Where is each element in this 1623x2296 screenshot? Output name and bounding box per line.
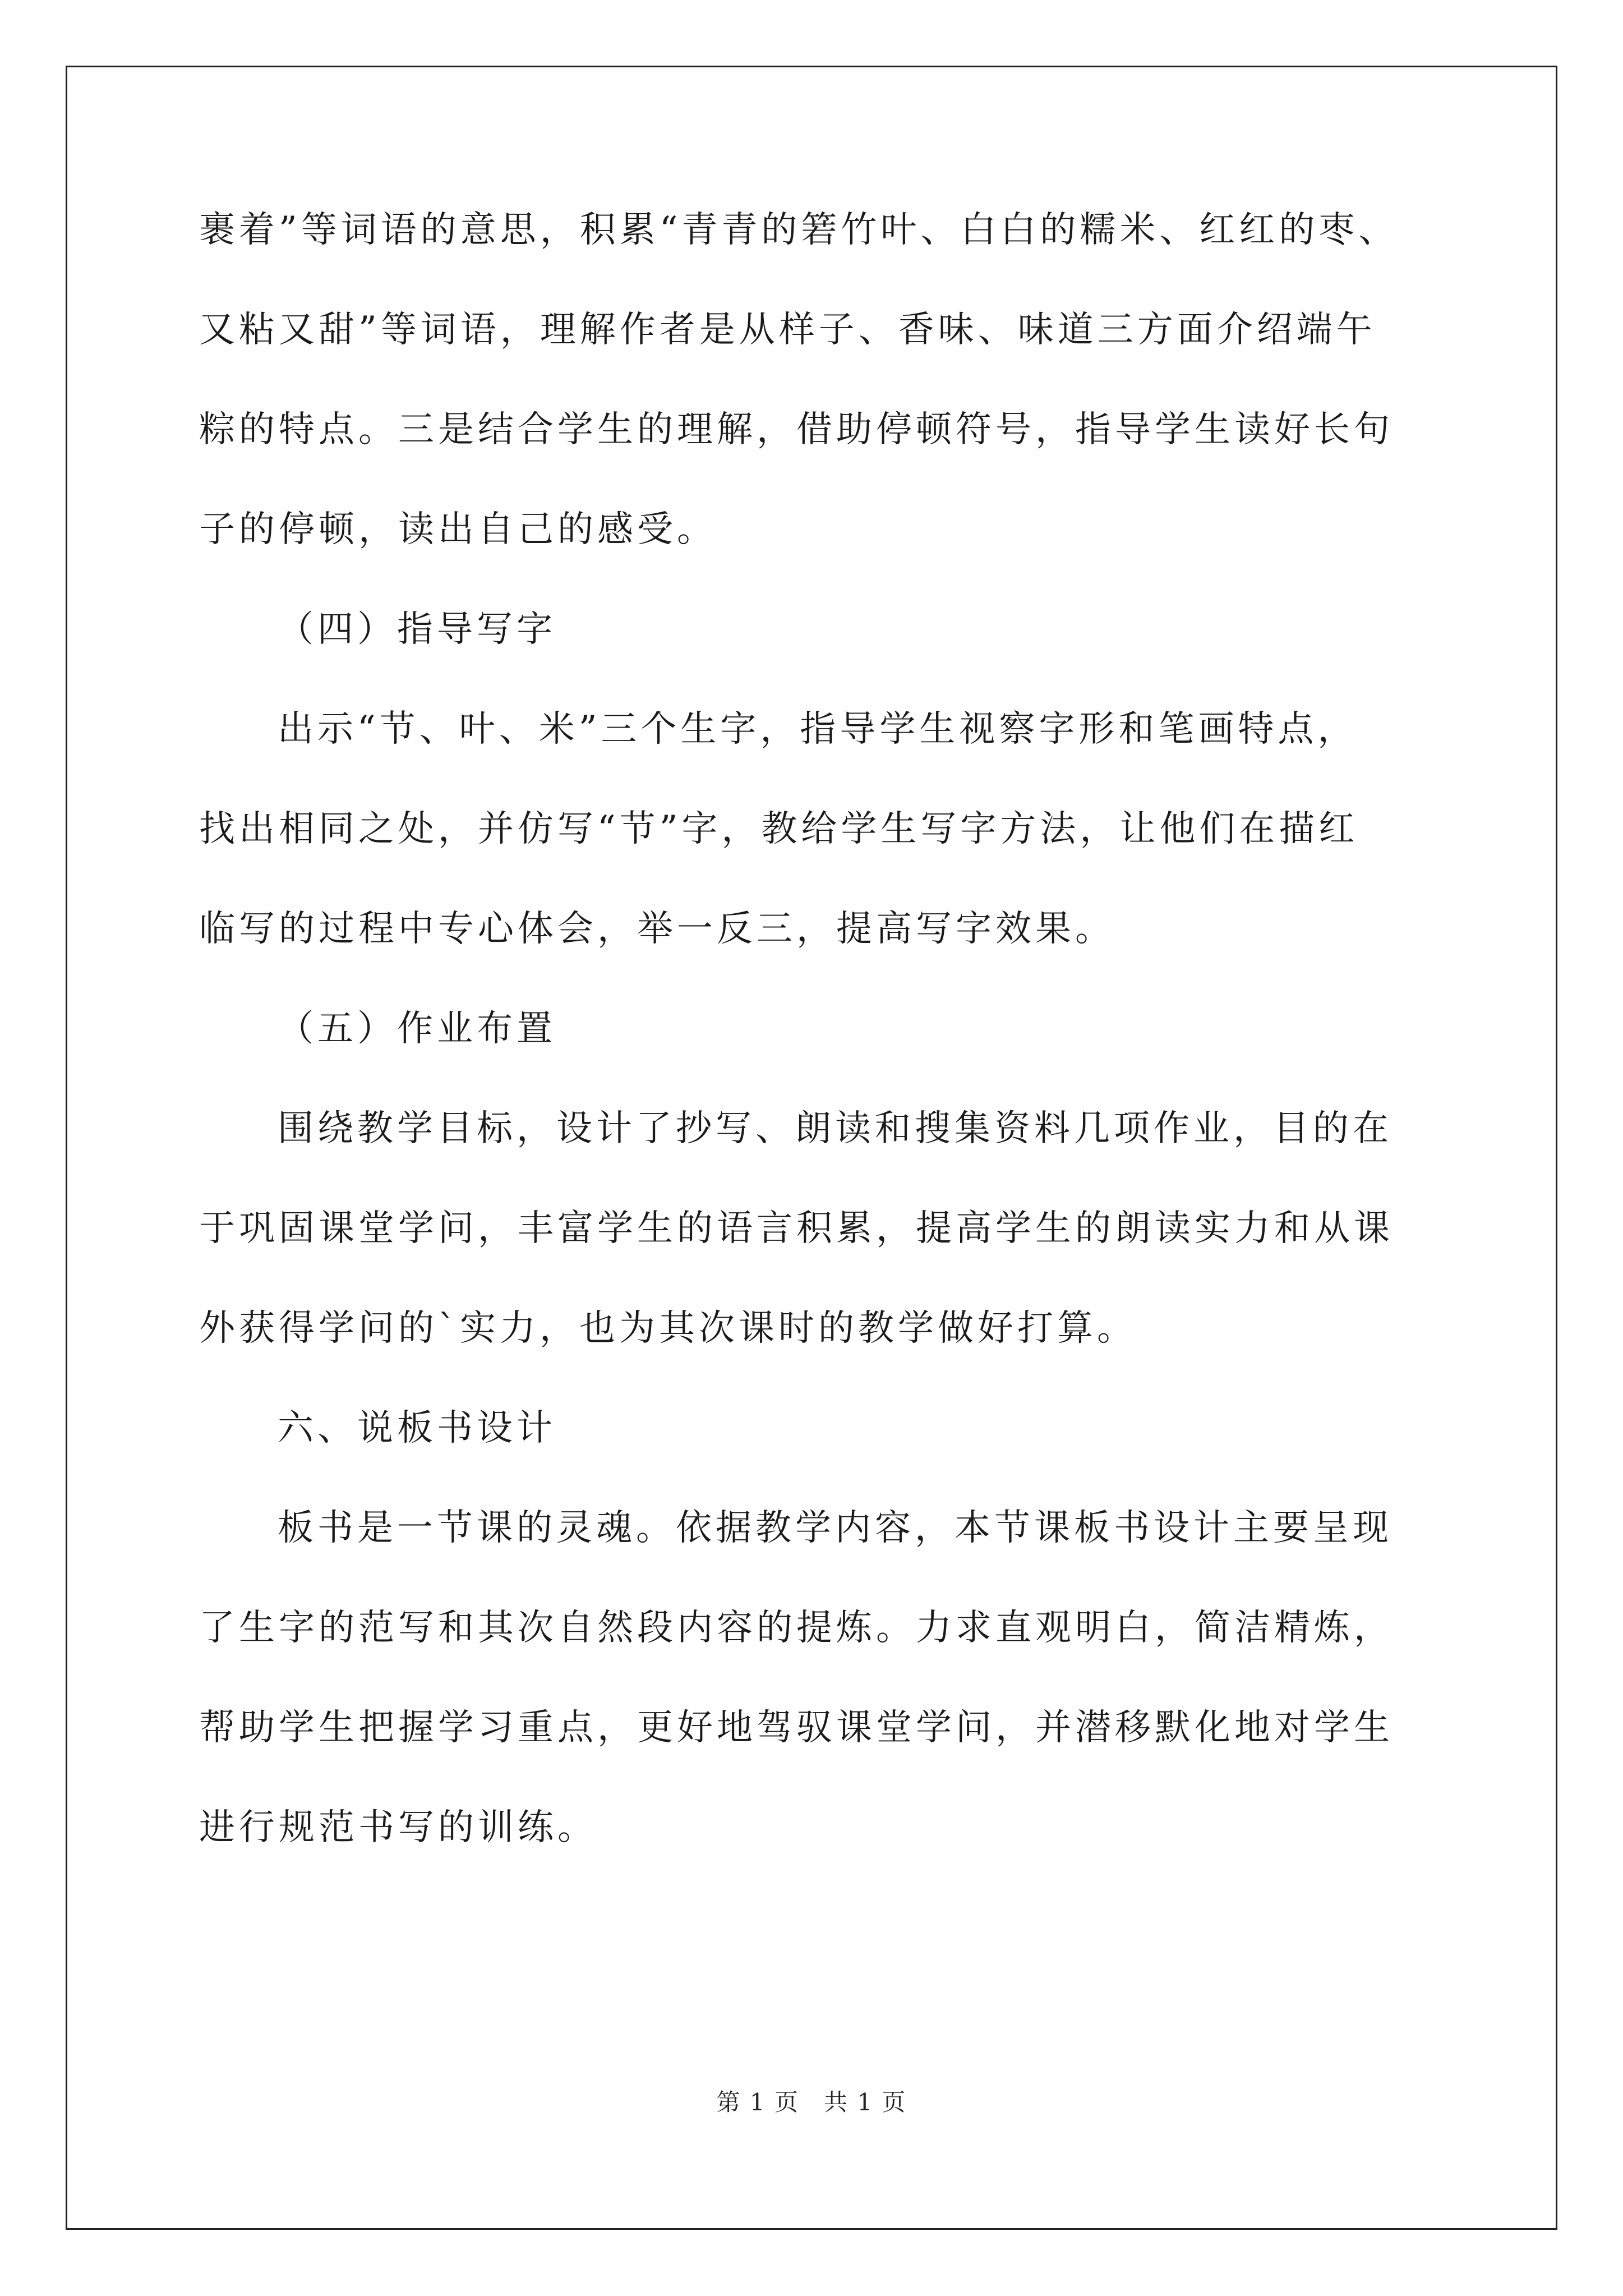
paragraph-line: 又粘又甜”等词语，理解作者是从样子、香味、味道三方面介绍端午 <box>199 309 1376 351</box>
paragraph-line: 进行规范书写的训练。 <box>199 1807 597 1848</box>
paragraph-line: 子的停顿，读出自己的感受。 <box>199 509 717 550</box>
paragraph-line: 裹着”等词语的意思，积累“青青的箬竹叶、白白的糯米、红红的枣、 <box>199 209 1399 251</box>
paragraph-line: 于巩固课堂学问，丰富学生的语言积累，提高学生的朗读实力和从课 <box>199 1208 1394 1249</box>
paragraph-line: 粽的特点。三是结合学生的理解，借助停顿符号，指导学生读好长句 <box>199 409 1394 450</box>
section-heading-six: 六、说板书设计 <box>278 1407 556 1449</box>
paragraph-line: 找出相同之处，并仿写“节”字，教给学生写字方法，让他们在描红 <box>199 808 1359 850</box>
paragraph-line: 围绕教学目标，设计了抄写、朗读和搜集资料几项作业，目的在 <box>278 1108 1393 1149</box>
paragraph-line: 帮助学生把握学习重点，更好地驾驭课堂学问，并潜移默化地对学生 <box>199 1707 1394 1749</box>
page-number-footer: 第 1 页 共 1 页 <box>716 2088 907 2116</box>
paragraph-line: 外获得学问的`实力，也为其次课时的教学做好打算。 <box>199 1308 1137 1349</box>
paragraph-line: 临写的过程中专心体会，举一反三，提高写字效果。 <box>199 908 1115 950</box>
paragraph-line: 了生字的范写和其次自然段内容的提炼。力求直观明白，简洁精炼， <box>199 1607 1394 1649</box>
paragraph-line: 出示“节、叶、米”三个生字，指导学生视察字形和笔画特点， <box>278 708 1358 750</box>
paragraph-line: 板书是一节课的灵魂。依据教学内容，本节课板书设计主要呈现 <box>278 1507 1393 1549</box>
section-heading-five: （五）作业布置 <box>278 1008 556 1050</box>
section-heading-four: （四）指导写字 <box>278 609 556 650</box>
